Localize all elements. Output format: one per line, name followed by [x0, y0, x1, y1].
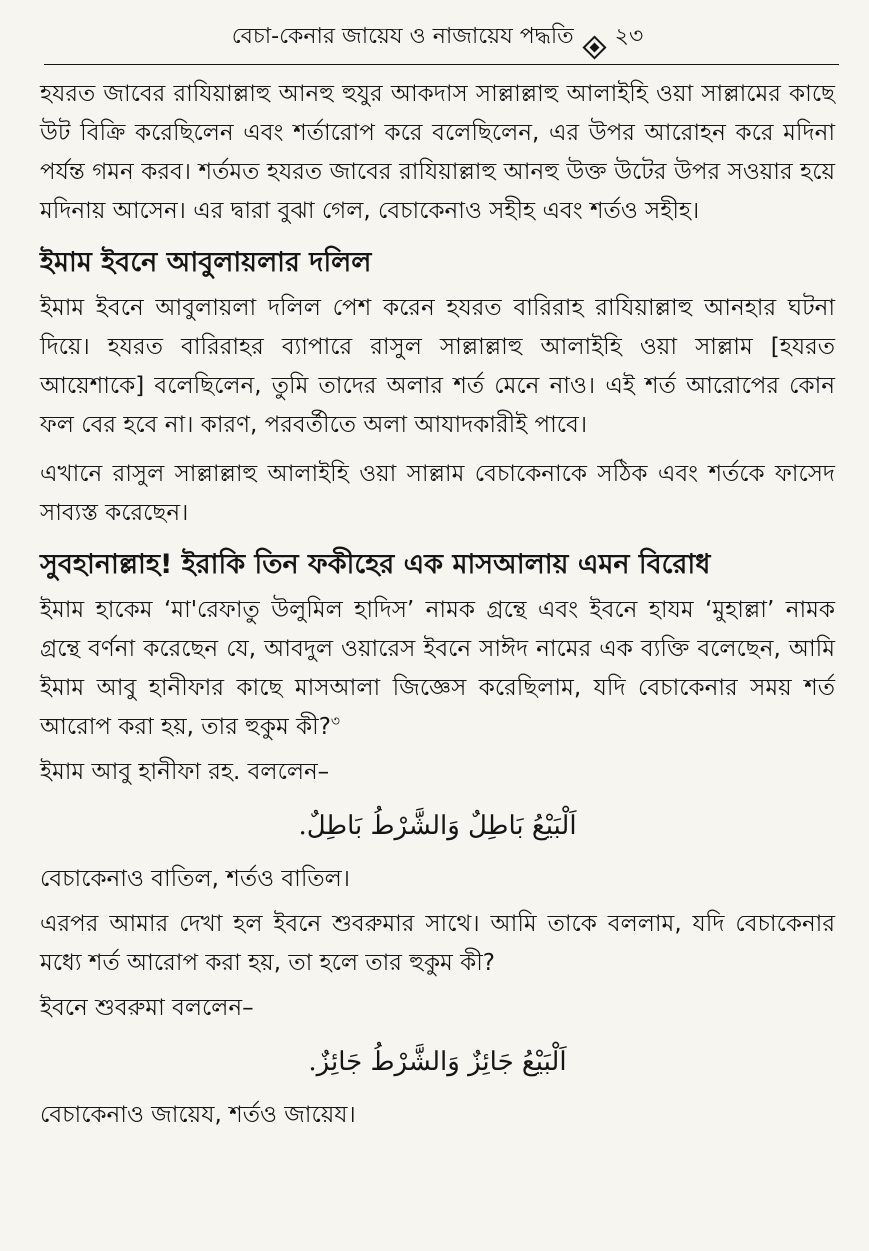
diamond-ornament-icon	[582, 35, 606, 59]
running-title: বেচা-কেনার জায়েয ও নাজায়েয পদ্ধতি	[231, 24, 574, 49]
heading-ibn-abi-layla: ইমাম ইবনে আবুলায়লার দলিল	[40, 247, 372, 278]
paragraph-barirah: ইমাম ইবনে আবুলায়লা দলিল পেশ করেন হযরত বারিরাহ রাযিয়াল্লাহু আনহার ঘটনা দিয়ে। হযরত বারিরাহর ব্যাপারে রাসুল সাল্লাল্লাহু আলাইহি ওয়া সাল্লাম [হযরত আয়েশাকে] বলেছিলেন, তুমি তাদের অলার শর্ত মেনে নাও। এই শর্ত আরোপের কোন ফল বের হবে না। কারণ, পরবর্তীতে অলা আযাদকারীই পাবে।	[40, 295, 835, 438]
running-header	[40, 0, 835, 64]
arabic-quote-batil: اَلْبَيْعُ بَاطِلٌ وَالشَّرْطُ بَاطِلٌ.	[298, 811, 577, 841]
paragraph-translation-batil: বেচাকেনাও বাতিল, শর্তও বাতিল।	[40, 866, 351, 892]
heading-iraqi-dispute: সুবহানাল্লাহ! ইরাকি তিন ফকীহের এক মাসআলায় এমন বিরোধ	[40, 549, 711, 580]
header-rule	[44, 64, 839, 65]
paragraph-ibn-shubruma: এরপর আমার দেখা হল ইবনে শুবরুমার সাথে। আমি তাকে বললাম, যদি বেচাকেনার মধ্যে শর্ত আরোপ করা হয়, তা হলে তার হুকুম কী?	[40, 911, 835, 976]
paragraph-rasul-ruling: এখানে রাসুল সাল্লাল্লাহু আলাইহি ওয়া সাল্লাম বেচাকেনাকে সঠিক এবং শর্তকে ফাসেদ সাব্যস্ত করেছেন।	[40, 461, 835, 526]
paragraph-hakem-text: ইমাম হাকেম ‘মা'রেফাতু উলুমিল হাদিস’ নামক গ্রন্থে এবং ইবনে হাযম ‘মুহাল্লা’ নামক গ্রন্থে বর্ণনা করেছেন যে, আবদুল ওয়ারেস ইবনে সাঈদ নামের এক ব্যক্তি বলেছেন, আমি ইমাম আবু হানীফার কাছে মাসআলা জিজ্ঞেস করেছিলাম, যদি বেচাকেনার সময় শর্ত আরোপ করা হয়, তার হুকুম কী?	[40, 597, 835, 740]
footnote-marker: ৩	[330, 713, 341, 730]
paragraph-translation-jaiz: বেচাকেনাও জায়েয, শর্তও জায়েয।	[40, 1102, 356, 1128]
paragraph-hakem	[40, 591, 835, 747]
paragraph-ibn-shubruma-said: ইবনে শুবরুমা বললেন–	[40, 995, 254, 1021]
paragraph-jaber: হযরত জাবের রাযিয়াল্লাহু আনহু হুযুর আকদাস সাল্লাল্লাহু আলাইহি ওয়া সাল্লামের কাছে উট বিক্রি করেছিলেন এবং শর্তারোপ করে বলেছিলেন, এর উপর আরোহন করে মদিনা পর্যন্ত গমন করব। শর্তমত হযরত জাবের রাযিয়াল্লাহু আনহু উক্ত উটের উপর সওয়ার হয়ে মদিনায় আসেন। এর দ্বারা বুঝা গেল, বেচাকেনাও সহীহ এবং শর্তও সহীহ।	[40, 81, 835, 224]
paragraph-abu-hanifa-said: ইমাম আবু হানীফা রহ. বললেন–	[40, 759, 330, 785]
arabic-quote-jaiz: اَلْبَيْعُ جَائِزٌ وَالشَّرْطُ جَائِزٌ.	[308, 1047, 567, 1077]
page-number: ২৩	[614, 24, 644, 49]
